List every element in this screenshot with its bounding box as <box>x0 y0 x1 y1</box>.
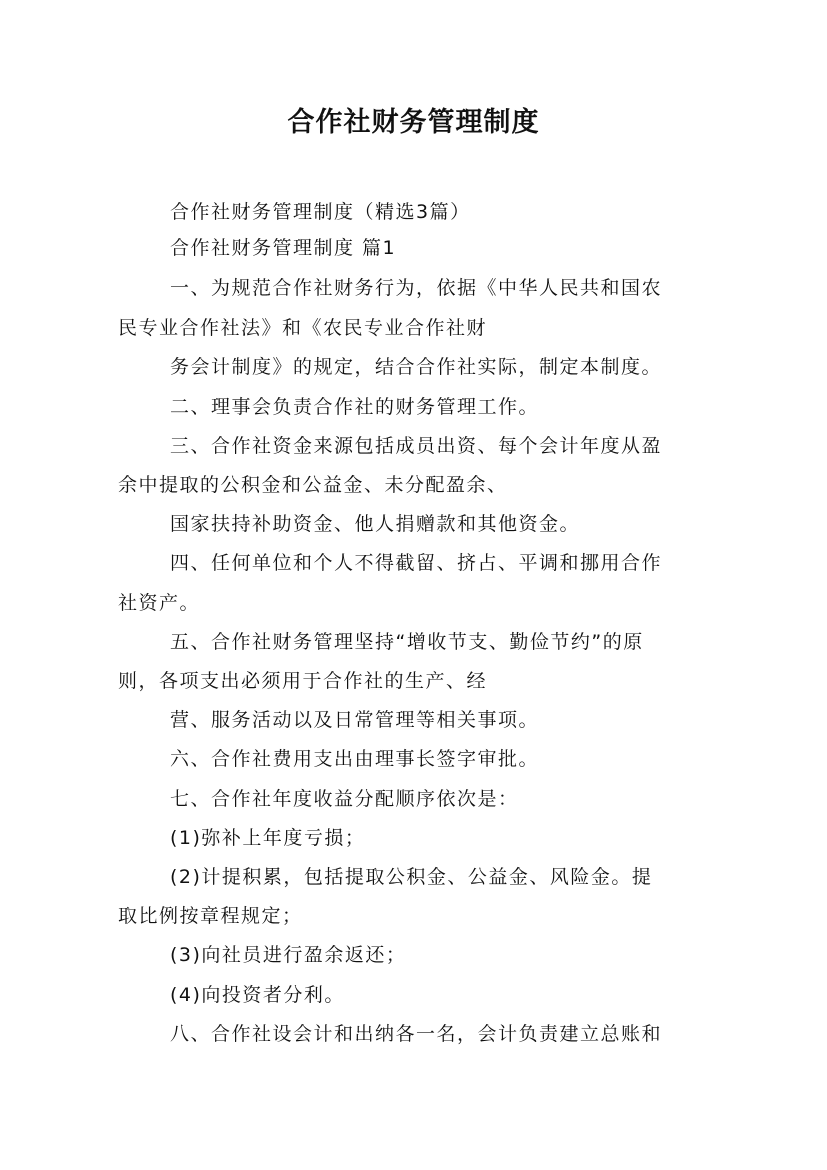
list-item: (3)向社员进行盈余返还； <box>170 944 407 966</box>
list-item-continuation: 取比例按章程规定； <box>118 905 303 927</box>
paragraph-line: 八、合作社设会计和出纳各一名，会计负责建立总账和 <box>170 1023 663 1045</box>
paragraph-line: 务会计制度》的规定，结合合作社实际，制定本制度。 <box>170 356 663 378</box>
subtitle-line: 合作社财务管理制度（精选3篇） <box>170 201 471 223</box>
paragraph-line: 三、合作社资金来源包括成员出资、每个会计年度从盈 <box>170 435 663 457</box>
document-title: 合作社财务管理制度 <box>287 107 540 138</box>
paragraph-line: 民专业合作社法》和《农民专业合作社财 <box>118 317 488 339</box>
list-item: (1)弥补上年度亏损； <box>170 827 366 849</box>
paragraph-line: 则，各项支出必须用于合作社的生产、经 <box>118 670 488 692</box>
list-item: (2)计提积累，包括提取公积金、公益金、风险金。提 <box>170 866 653 888</box>
paragraph-line: 七、合作社年度收益分配顺序依次是： <box>170 788 519 810</box>
list-item: (4)向投资者分利。 <box>170 984 345 1006</box>
paragraph-line: 余中提取的公积金和公益金、未分配盈余、 <box>118 474 508 496</box>
paragraph-line: 二、理事会负责合作社的财务管理工作。 <box>170 396 540 418</box>
paragraph-line: 五、合作社财务管理坚持“增收节支、勤俭节约”的原 <box>170 631 644 653</box>
paragraph-line: 六、合作社费用支出由理事长签字审批。 <box>170 748 540 770</box>
paragraph-line: 一、为规范合作社财务行为，依据《中华人民共和国农 <box>170 277 663 299</box>
paragraph-line: 国家扶持补助资金、他人捐赠款和其他资金。 <box>170 513 581 535</box>
paragraph-line: 营、服务活动以及日常管理等相关事项。 <box>170 709 540 731</box>
paragraph-line: 社资产。 <box>118 592 201 614</box>
section-heading: 合作社财务管理制度 篇1 <box>170 237 397 259</box>
paragraph-line: 四、任何单位和个人不得截留、挤占、平调和挪用合作 <box>170 552 663 574</box>
